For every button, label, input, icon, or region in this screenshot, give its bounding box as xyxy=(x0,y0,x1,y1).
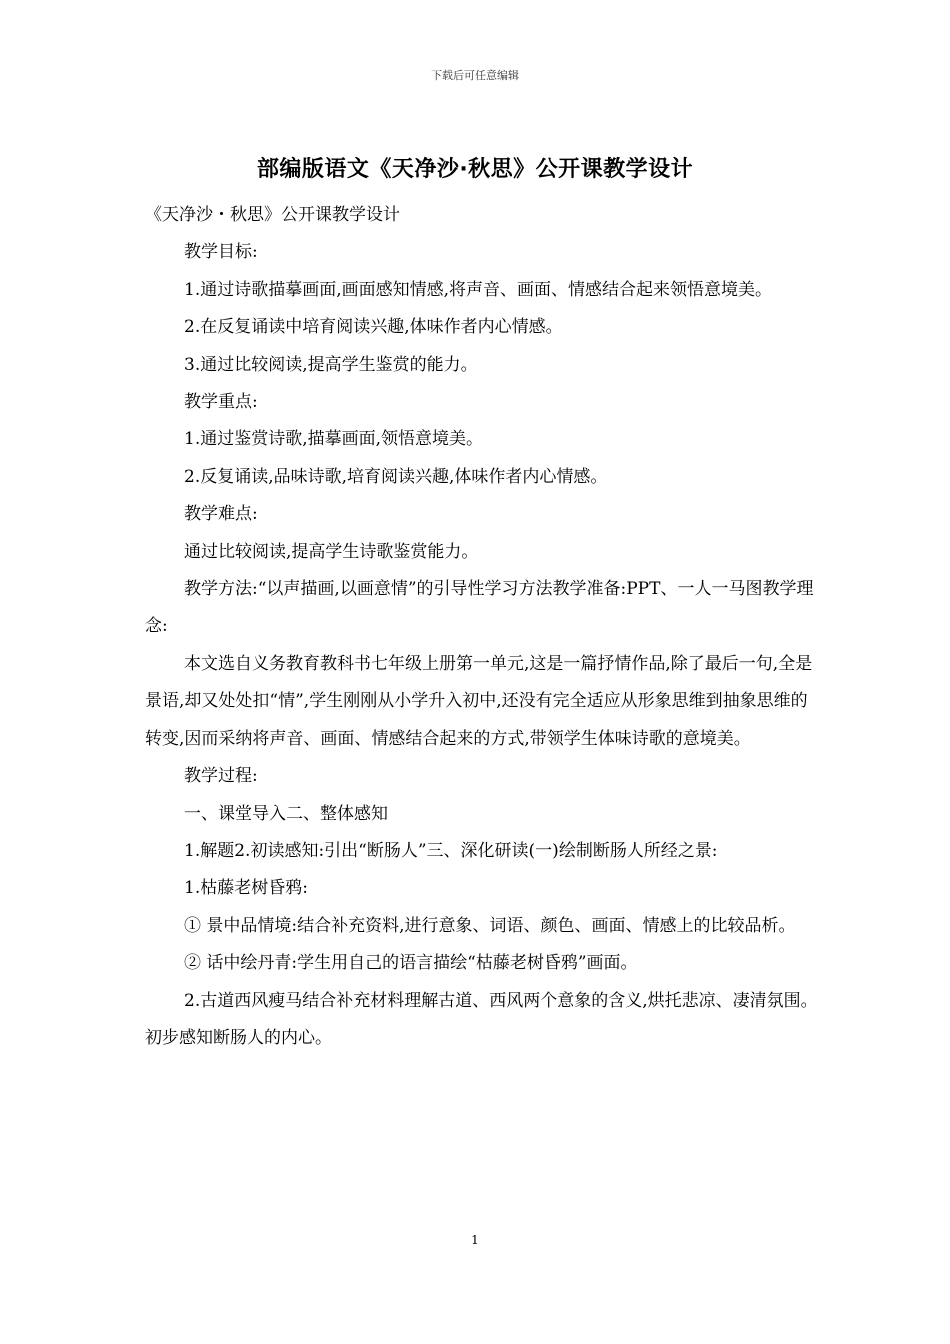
philosophy-paragraph: 本文选自义务教育教科书七年级上册第一单元,这是一篇抒情作品,除了最后一句,全是景语,却又处处扣“情”,学生刚刚从小学升入初中,还没有完全适应从形象思维到抽象思维的转变,因而采纳将声音、画面、情感结合起来的方式,带领学生体味诗歌的意境美。 xyxy=(145,653,813,749)
process-step-intro: 一、课堂导入二、整体感知 xyxy=(184,803,388,824)
document-title: 部编版语文《天净沙·秋思》公开课教学设计 xyxy=(256,157,694,182)
scene-heading-1: 1.枯藤老树昏鸦: xyxy=(184,878,308,899)
scene-activity-1: ① 景中品情境:结合补充资料,进行意象、词语、颜色、画面、情感上的比较品析。 xyxy=(184,915,796,936)
page-number: 1 xyxy=(471,1233,479,1247)
method-paragraph: 教学方法:“以声描画,以画意情”的引导性学习方法教学准备:PPT、一人一马图教学理念: xyxy=(145,579,814,637)
process-step-reading: 1.解题2.初读感知:引出“断肠人”三、深化研读(一)绘制断肠人所经之景: xyxy=(184,840,718,861)
document-body xyxy=(145,197,823,1057)
section-heading-process: 教学过程: xyxy=(184,766,258,787)
goal-item-2: 2.在反复诵读中培育阅读兴趣,体味作者内心情感。 xyxy=(184,317,563,338)
section-heading-key-points: 教学重点: xyxy=(184,392,258,413)
subtitle-line: 《天净沙・秋思》公开课教学设计 xyxy=(145,205,400,225)
scene-heading-2: 2.古道西风瘦马结合补充材料理解古道、西风两个意象的含义,烘托悲凉、凄清氛围。初步感知断肠人的内心。 xyxy=(145,990,818,1048)
scene-activity-2: ② 话中绘丹青:学生用自己的语言描绘“枯藤老树昏鸦”画面。 xyxy=(184,953,638,974)
section-heading-difficulty: 教学难点: xyxy=(184,504,258,525)
goal-item-3: 3.通过比较阅读,提高学生鉴赏的能力。 xyxy=(184,354,478,375)
header-note: 下载后可任意编辑 xyxy=(431,69,519,82)
key-point-item-1: 1.通过鉴赏诗歌,描摹画面,领悟意境美。 xyxy=(184,429,484,450)
goal-item-1: 1.通过诗歌描摹画面,画面感知情感,将声音、画面、情感结合起来领悟意境美。 xyxy=(184,279,773,300)
difficulty-item: 通过比较阅读,提高学生诗歌鉴赏能力。 xyxy=(184,541,479,562)
key-point-item-2: 2.反复诵读,品味诗歌,培育阅读兴趣,体味作者内心情感。 xyxy=(184,466,608,487)
section-heading-goals: 教学目标: xyxy=(184,242,258,263)
